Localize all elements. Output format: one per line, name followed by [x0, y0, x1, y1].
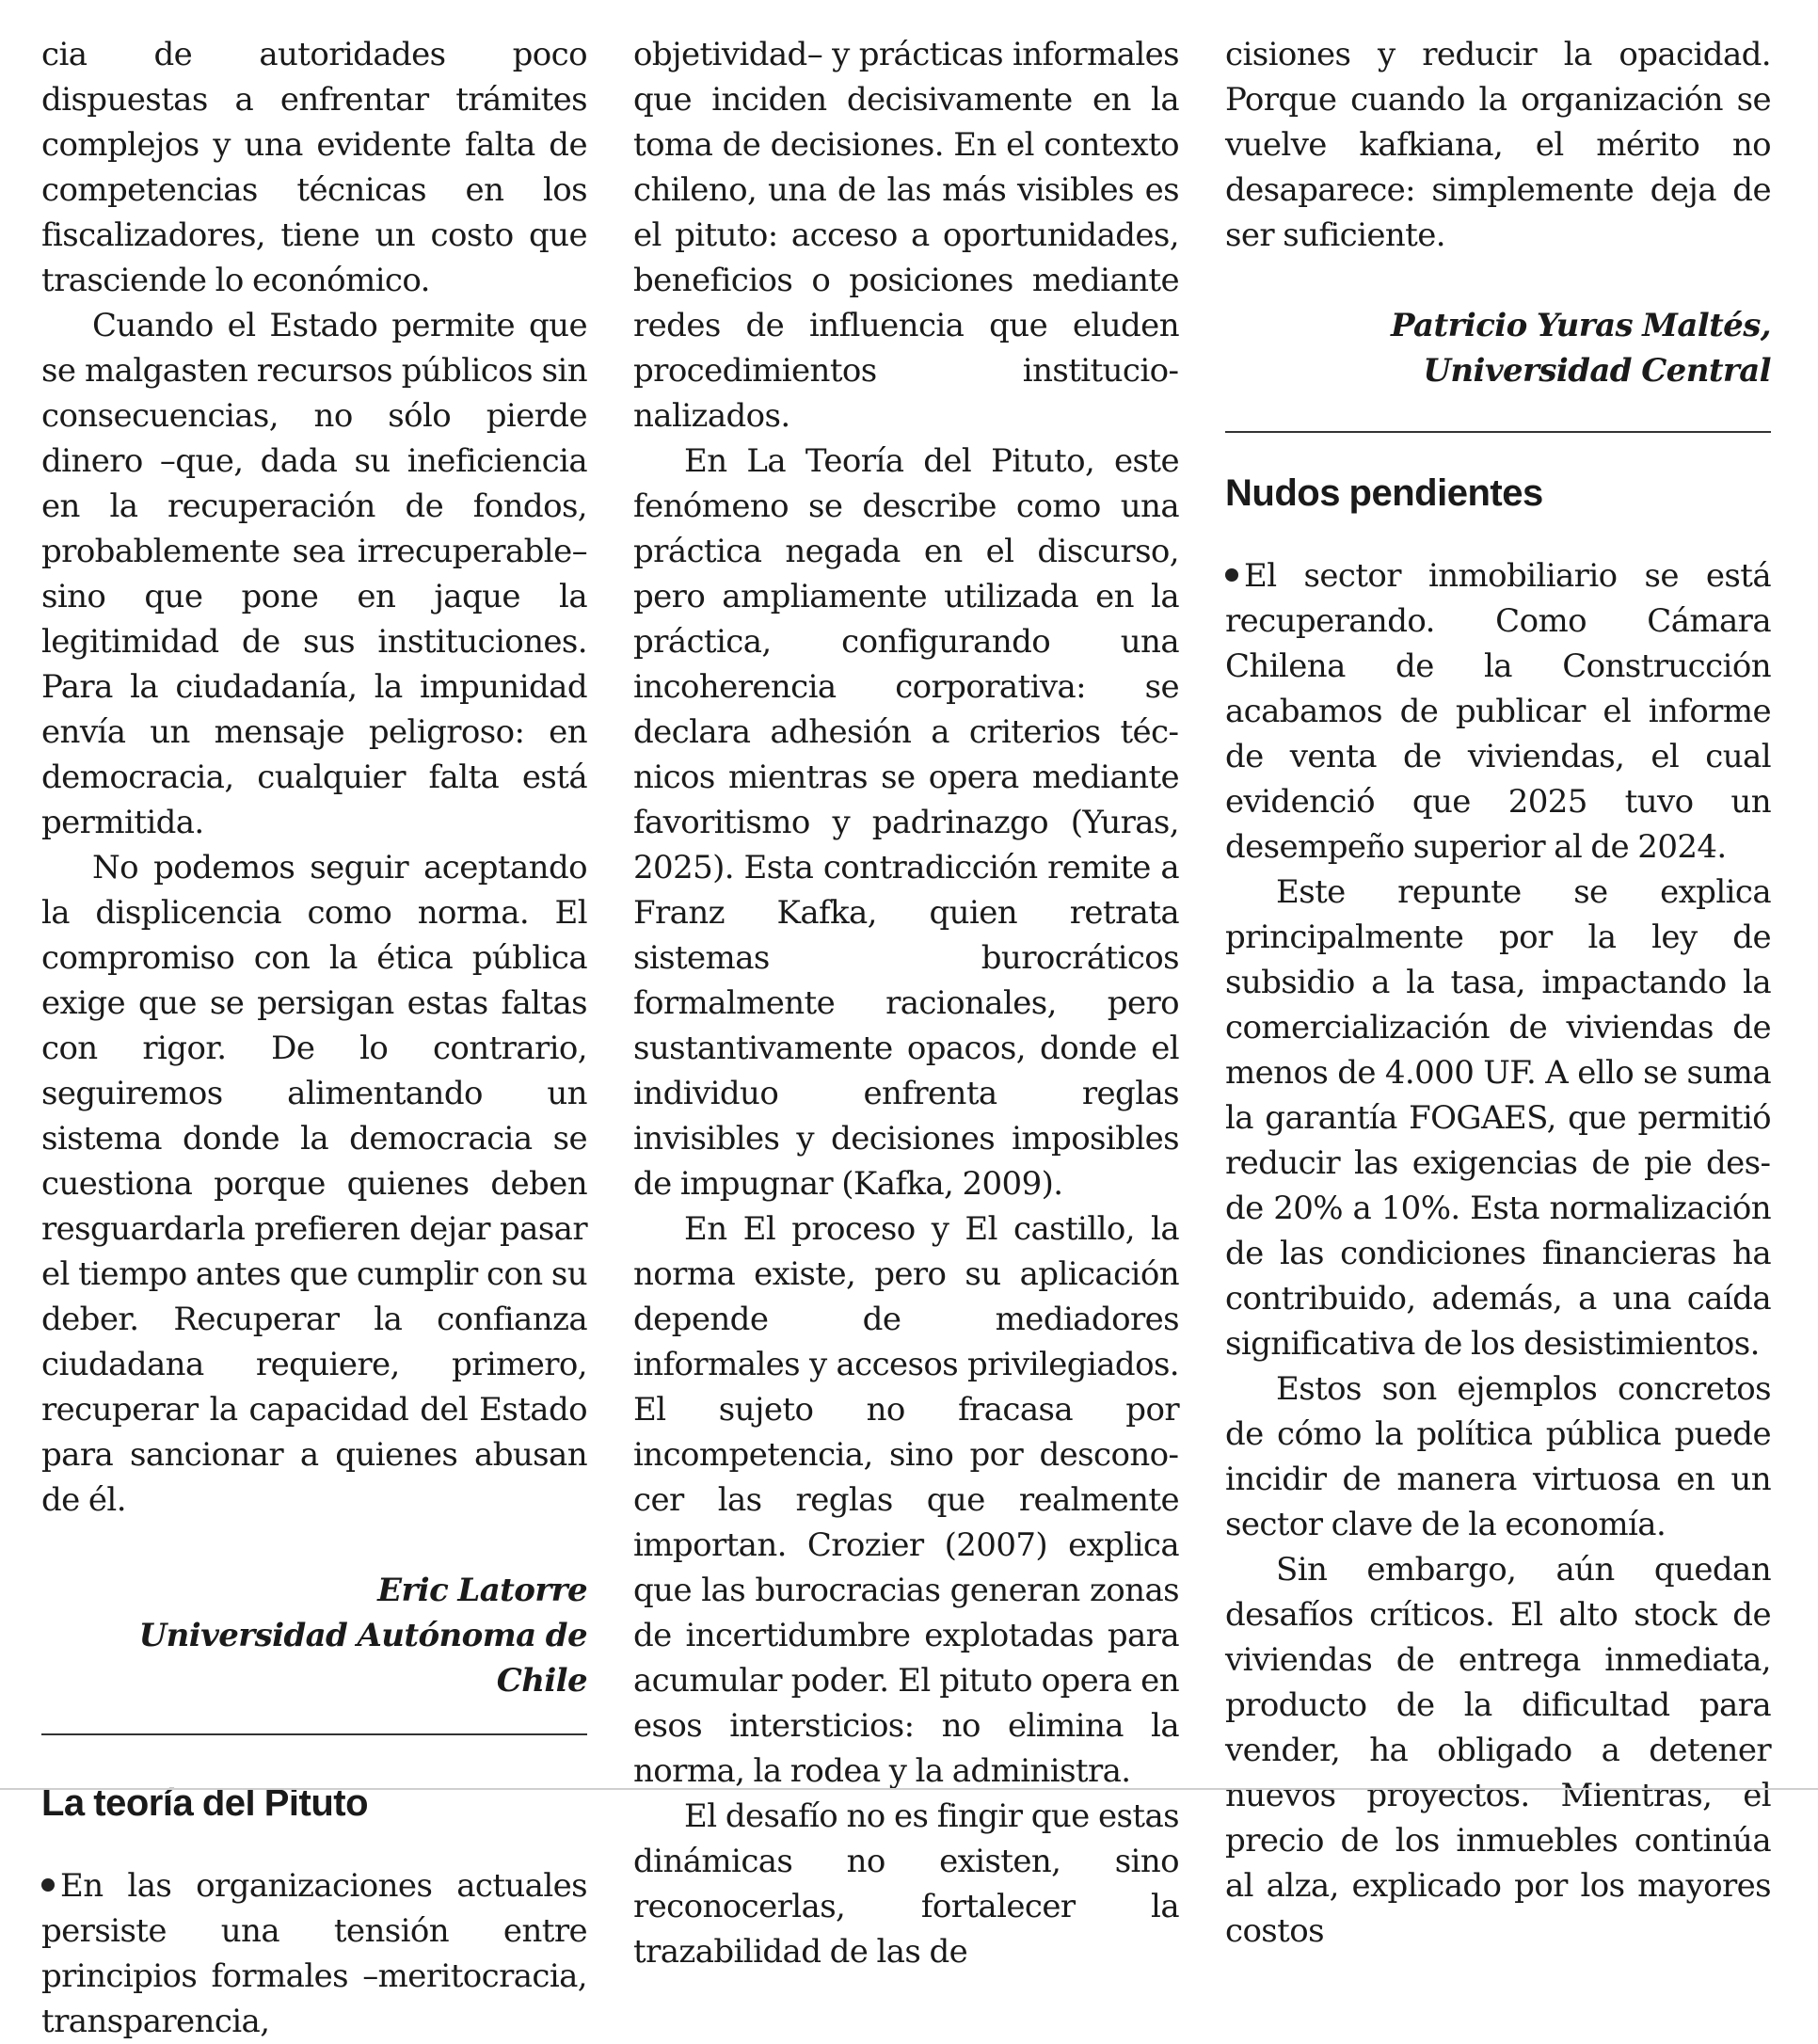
column-1-paragraph-2: Cuando el Estado permite que se malgasten recursos públicos sin consecuencias, no sólo pierde dinero –que, dada su ineficiencia en la recuperación de fondos, probablemente sea irrecuperable– sino que pone en jaque la legitimidad de sus instituciones. Para la ciudadanía, la impunidad envía un mensaje peligroso: en democracia, cualquier falta está permitida. [41, 307, 587, 841]
author-affiliation: Universidad Central [1423, 352, 1771, 390]
section-divider [1225, 431, 1771, 433]
column-1-paragraph-1: cia de autoridades poco dispuestas a enfrentar trámites complejos y una evidente falta de competencias técnicas en los fiscalizadores, tiene un costo que trasciende lo económico. [41, 36, 587, 299]
bullet-icon [41, 1878, 55, 1892]
column-2-paragraph-1: objetividad– y prácticas informales que inciden decisivamente en la toma de decisiones. En el contexto chileno, una de las más visibles es el pituto: acceso a oportunidades, beneficios o posiciones mediante redes de influencia que eluden procedimientos institucionalizados. [633, 36, 1179, 435]
author-affiliation: Universidad Autónoma de Chile [138, 1617, 587, 1700]
column-2 [633, 32, 1179, 1974]
author-name: Patricio Yuras Maltés, [1390, 307, 1771, 344]
column-1-signature [41, 1568, 587, 1703]
section-heading: Nudos pendientes [1225, 472, 1543, 514]
column-1-paragraph-4-text: En las organizaciones actuales persiste una tensión entre principios formales –meritocracia, transparencia, [41, 1867, 587, 2040]
page-bottom-edge [0, 1788, 1818, 1790]
section-heading: La teoría del Pituto [41, 1782, 369, 1824]
section-divider [41, 1733, 587, 1735]
column-2-paragraph-4: El desafío no es fingir que estas dinámicas no existen, sino reconocerlas, fortalecer la trazabilidad de las de [633, 1797, 1179, 1971]
column-1-paragraph-3: No podemos seguir aceptando la displicencia como norma. El compromiso con la ética pública exige que se persigan estas faltas con rigor. De lo contrario, seguiremos alimentando un sistema donde la democracia se cuestiona porque quienes deben resguardarla prefieren dejar pasar el tiempo antes que cumplir con su deber. Recuperar la confianza ciudadana requiere, primero, recuperar la capacidad del Estado para sancionar a quienes abusan de él. [41, 849, 587, 1519]
column-3 [1225, 32, 1771, 1954]
column-3-signature [1225, 303, 1771, 393]
column-1-paragraph-4 [41, 1863, 587, 2044]
column-3-paragraph-2 [1225, 553, 1771, 870]
column-3-paragraph-4: Estos son ejemplos concretos de cómo la política pública puede incidir de manera virtuosa en un sector clave de la economía. [1225, 1370, 1771, 1543]
column-3-paragraph-2-text: El sector inmobiliario se está recuperando. Como Cámara Chilena de la Construcción acabamos de publicar el informe de venta de viviendas, el cual evidenció que 2025 tuvo un desempeño superior al de 2024. [1225, 557, 1771, 866]
bullet-icon [1225, 568, 1238, 582]
column-3-paragraph-3: Este repunte se explica principalmente por la ley de subsidio a la tasa, impactando la comercialización de viviendas de menos de 4.000 UF. A ello se suma la garantía FOGAES, que permitió reducir las exigencias de pie desde 20% a 10%. Esta normalización de las condiciones financieras ha contribuido, además, a una caída significativa de los desistimientos. [1225, 873, 1771, 1363]
column-3-paragraph-1: cisiones y reducir la opacidad. Porque cuando la organización se vuelve kafkiana, el mérito no desaparece: simplemente deja de ser suficiente. [1225, 36, 1771, 254]
column-3-paragraph-5: Sin embargo, aún quedan desafíos críticos. El alto stock de viviendas de entrega inmediata, producto de la dificultad para vender, ha obligado a detener nuevos proyectos. Mientras, el precio de los inmuebles continúa al alza, explicado por los mayores costos [1225, 1551, 1771, 1950]
column-2-paragraph-2: En La Teoría del Pituto, este fenómeno se describe como una práctica negada en el discurso, pero ampliamente utilizada en la práctica, configurando una incoherencia corporativa: se declara adhesión a criterios técnicos mientras se opera mediante favoritismo y padrinazgo (Yuras, 2025). Esta contradicción remite a Franz Kafka, quien retrata sistemas burocráticos formalmente racionales, pero sustantivamente opacos, donde el individuo enfrenta reglas invisibles y decisiones imposibles de impugnar (Kafka, 2009). [633, 442, 1179, 1203]
author-name: Eric Latorre [377, 1572, 587, 1609]
column-2-paragraph-3: En El proceso y El castillo, la norma existe, pero su aplicación depende de mediadores informales y accesos privilegiados. El sujeto no fracasa por incompetencia, sino por desconocer las reglas que realmente importan. Crozier (2007) explica que las burocracias generan zonas de incertidumbre explotadas para acumular poder. El pituto opera en esos intersticios: no elimina la norma, la rodea y la administra. [633, 1210, 1179, 1790]
column-1 [41, 32, 587, 2044]
